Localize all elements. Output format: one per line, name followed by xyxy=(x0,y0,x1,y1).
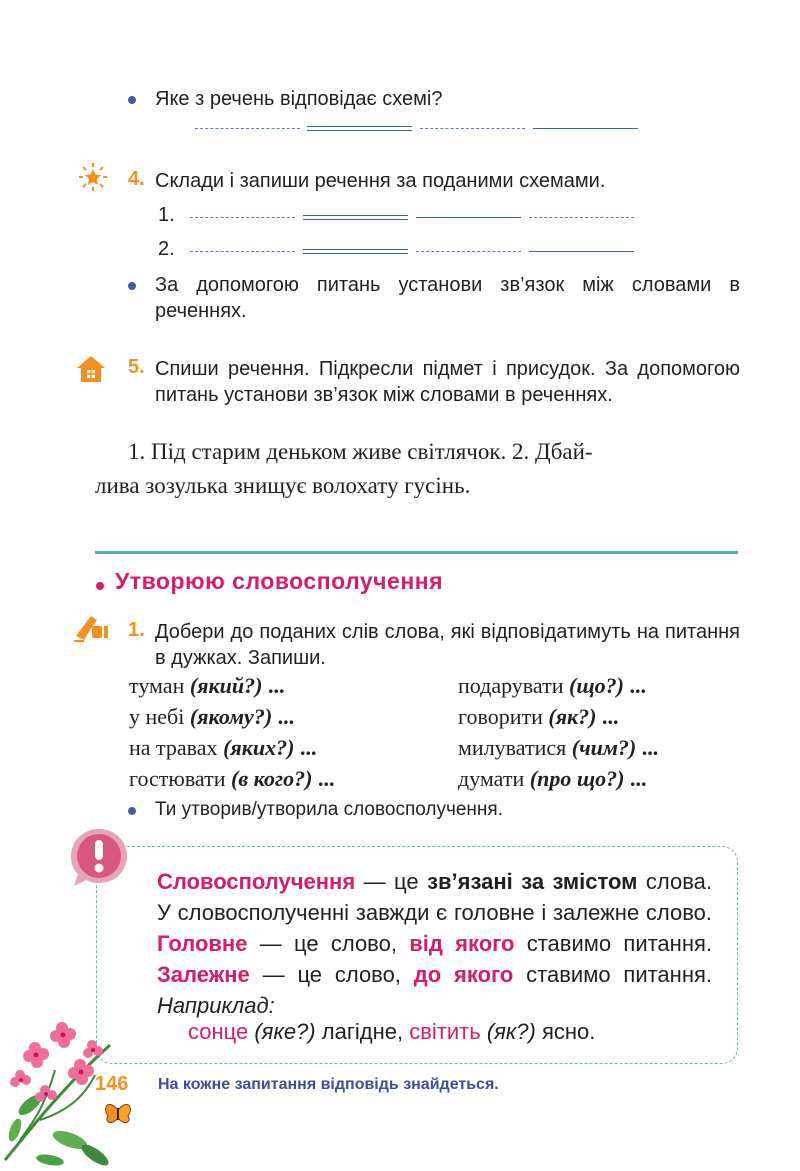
list-item: гостювати (в кого?) ... xyxy=(129,766,335,791)
task1-bullet: Ти утворив/утворила словосполучення. xyxy=(155,799,503,820)
page-number: 146 xyxy=(95,1073,129,1095)
section-bullet xyxy=(96,582,104,590)
footer-motto: На кожне запитання відповідь знайдеться. xyxy=(158,1076,499,1093)
bullet-dot xyxy=(128,282,136,290)
section-divider xyxy=(95,551,738,554)
exclamation-icon xyxy=(68,826,130,888)
rule-text: Словосполучення — це зв’язані за змістом слова. У словосполученні завжди є головне і залежне слово. Головне — це слово, від якого ставимо питання. Залежне — це слово, до якого ставимо питання. Наприклад: xyxy=(157,869,712,1018)
bullet-dot xyxy=(128,807,136,815)
scheme-2-label: 2. xyxy=(158,238,175,260)
list-item: на травах (яких?) ... xyxy=(129,735,317,760)
term-word: Словосполучення xyxy=(157,869,356,894)
home-icon xyxy=(76,355,106,383)
rule-example: сонце (яке?) лагідне, світить (як?) ясно. xyxy=(188,1019,596,1044)
task1-text: Добери до поданих слів слова, які відповідатимуть на питання в дужках. Запиши. xyxy=(155,621,740,669)
writing-hand-icon xyxy=(74,614,112,642)
task4-number: 4. xyxy=(128,168,145,190)
list-item: думати (про що?) ... xyxy=(458,766,647,791)
task3-question: Яке з речень відповідає схемі? xyxy=(155,88,443,110)
task1-number: 1. xyxy=(128,619,145,641)
list-item: туман (який?) ... xyxy=(129,673,285,698)
bullet-dot xyxy=(128,96,136,104)
list-item: милуватися (чим?) ... xyxy=(458,735,659,760)
task4-bullet: За допомогою питань установи зв’язок між словами в реченнях. xyxy=(155,274,740,322)
list-item: подарувати (що?) ... xyxy=(458,673,646,698)
task5-number: 5. xyxy=(128,356,145,378)
star-icon xyxy=(78,162,108,192)
task5-sentence-1: 1. Під старим деньком живе світлячок. 2. Дбай- xyxy=(128,439,593,464)
butterfly xyxy=(106,1104,131,1122)
section-title: Утворюю словосполучення xyxy=(115,568,444,594)
task4-text: Склади і запиши речення за поданими схемами. xyxy=(155,170,606,192)
scheme-1-label: 1. xyxy=(158,204,175,226)
list-item: у небі (якому?) ... xyxy=(129,704,295,729)
list-item: говорити (як?) ... xyxy=(458,704,619,729)
task5-sentence-2: лива зозулька знищує волохату гусінь. xyxy=(95,473,471,498)
task5-text: Спиши речення. Підкресли підмет і присудок. За допомогою питань установи зв’язок між словами в реченнях. xyxy=(155,358,740,406)
